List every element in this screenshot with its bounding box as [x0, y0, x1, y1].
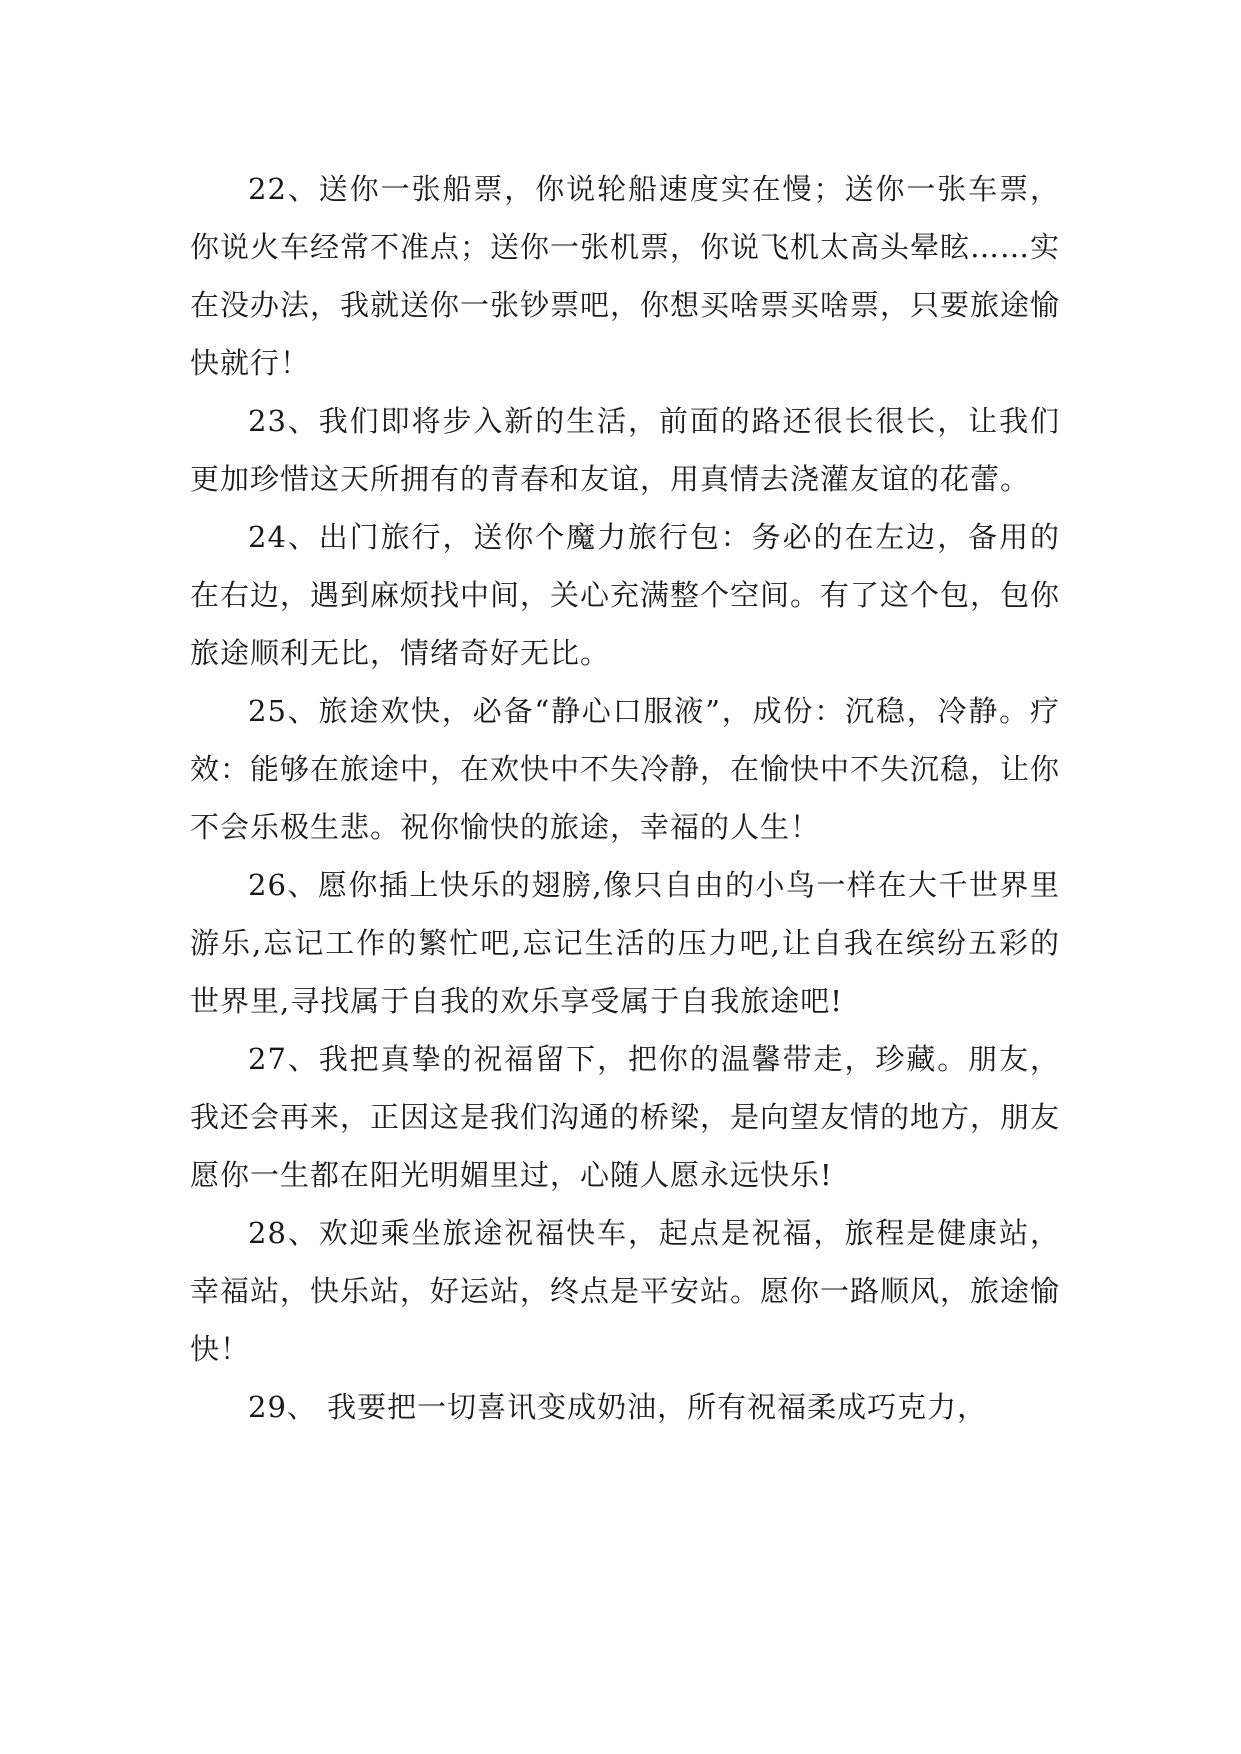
paragraph-24: 24、出门旅行，送你个魔力旅行包：务必的在左边，备用的在右边，遇到麻烦找中间，关心充满整个空间。有了这个包，包你旅途顺利无比，情绪奇好无比。 [190, 520, 1061, 670]
paragraph-29: 29、 我要把一切喜讯变成奶油，所有祝福柔成巧克力， [248, 1390, 988, 1424]
paragraph-25: 25、旅途欢快，必备“静心口服液”，成份：沉稳，冷静。疗效：能够在旅途中，在欢快中不失冷静，在愉快中不失沉稳，让你不会乐极生悲。祝你愉快的旅途，幸福的人生！ [190, 694, 1061, 844]
document-page [190, 160, 1060, 1436]
paragraph-23: 23、我们即将步入新的生活，前面的路还很长很长，让我们更加珍惜这天所拥有的青春和友谊，用真情去浇灌友谊的花蕾。 [190, 404, 1060, 496]
paragraph-28: 28、欢迎乘坐旅途祝福快车，起点是祝福，旅程是健康站，幸福站，快乐站，好运站，终点是平安站。愿你一路顺风，旅途愉快！ [190, 1216, 1061, 1366]
paragraph-27: 27、我把真挚的祝福留下，把你的温馨带走，珍藏。朋友，我还会再来，正因这是我们沟通的桥梁，是向望友情的地方，朋友愿你一生都在阳光明媚里过，心随人愿永远快乐! [190, 1042, 1061, 1192]
paragraph-26: 26、愿你插上快乐的翅膀,像只自由的小鸟一样在大千世界里游乐,忘记工作的繁忙吧,忘记生活的压力吧,让自我在缤纷五彩的世界里,寻找属于自我的欢乐享受属于自我旅途吧! [190, 868, 1060, 1018]
paragraph-22: 22、送你一张船票，你说轮船速度实在慢；送你一张车票，你说火车经常不准点；送你一张机票，你说飞机太高头晕眩……实在没办法，我就送你一张钞票吧，你想买啥票买啥票，只要旅途愉快就行！ [190, 172, 1061, 380]
